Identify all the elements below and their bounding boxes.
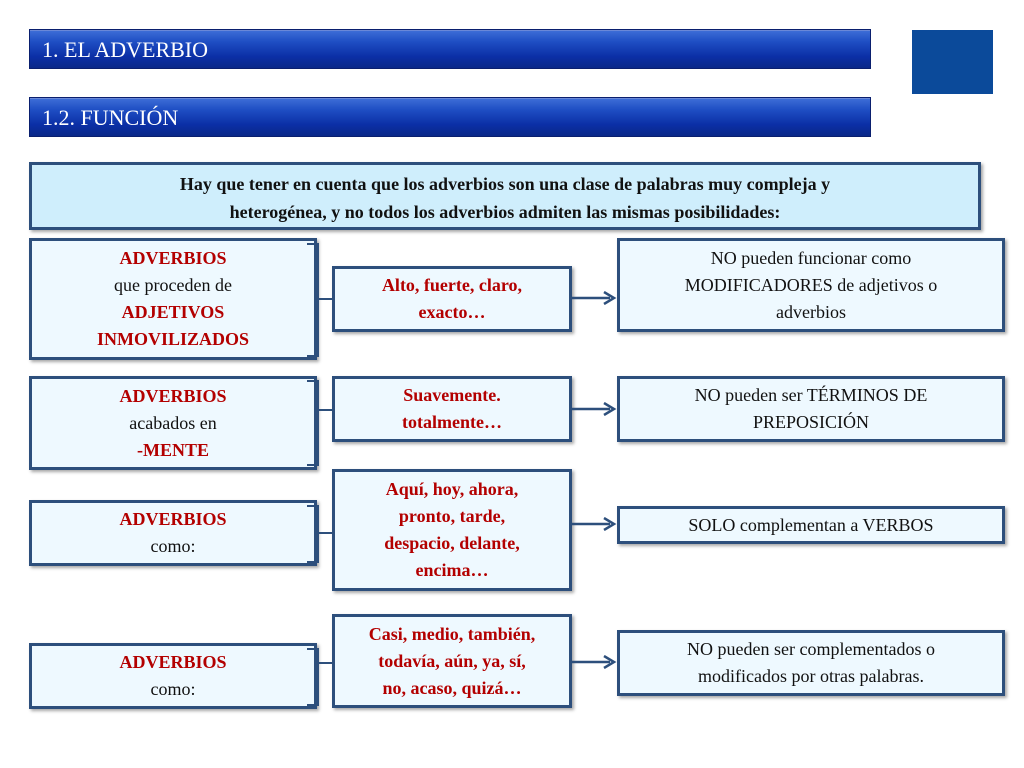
result-2-line-2: PREPOSICIÓN bbox=[752, 412, 870, 432]
adverb-type-box-1 bbox=[29, 238, 317, 360]
connector-1 bbox=[319, 298, 332, 300]
examples-4-line-1: Casi, medio, también, bbox=[368, 623, 536, 644]
result-box-1 bbox=[617, 238, 1005, 332]
examples-box-4 bbox=[332, 614, 572, 708]
examples-box-2 bbox=[332, 376, 572, 442]
result-1-line-3: adverbios bbox=[776, 301, 846, 322]
adverb-type-2-line-3: -MENTE bbox=[137, 439, 209, 460]
result-3-line-1: SOLO complementan a VERBOS bbox=[688, 514, 934, 535]
adverb-type-box-2 bbox=[29, 376, 317, 470]
corner-decoration bbox=[912, 30, 993, 94]
examples-2-line-2: totalmente… bbox=[402, 412, 502, 432]
result-box-4 bbox=[617, 630, 1005, 696]
result-box-3 bbox=[617, 506, 1005, 544]
adverb-type-4-line-2: como: bbox=[150, 679, 196, 699]
intro-line-1: Hay que tener en cuenta que los adverbios son una clase de palabras muy compleja y bbox=[179, 174, 831, 194]
examples-3-line-3: despacio, delante, bbox=[384, 533, 520, 553]
examples-box-1 bbox=[332, 266, 572, 332]
result-2-line-1: NO pueden ser TÉRMINOS DE bbox=[694, 385, 928, 405]
subsection-title: 1.2. FUNCIÓN bbox=[42, 105, 179, 130]
examples-1-line-2: exacto… bbox=[418, 302, 486, 322]
section-title: 1. EL ADVERBIO bbox=[42, 37, 209, 62]
bracket-2 bbox=[307, 380, 319, 466]
examples-4-line-2: todavía, aún, ya, sí, bbox=[378, 650, 526, 671]
adverb-type-1-line-2: que proceden de bbox=[114, 275, 232, 295]
result-1-line-1: NO pueden funcionar como bbox=[710, 247, 912, 268]
bracket-3 bbox=[307, 505, 319, 563]
adverb-type-4-heading: ADVERBIOS bbox=[119, 652, 227, 672]
examples-4-line-3: no, acaso, quizá… bbox=[382, 677, 522, 698]
adverb-type-1-heading: ADVERBIOS bbox=[119, 248, 227, 268]
adverb-type-2-heading: ADVERBIOS bbox=[119, 385, 227, 406]
bracket-4 bbox=[307, 648, 319, 706]
arrow-3 bbox=[572, 517, 617, 531]
adverb-type-3-heading: ADVERBIOS bbox=[119, 509, 227, 529]
arrow-2 bbox=[572, 402, 617, 416]
result-4-line-1: NO pueden ser complementados o bbox=[687, 639, 935, 659]
adverb-type-2-line-2: acabados en bbox=[129, 412, 217, 433]
adverb-type-3-line-2: como: bbox=[150, 536, 196, 556]
connector-3 bbox=[319, 532, 332, 534]
adverb-type-box-4 bbox=[29, 643, 317, 709]
result-box-2 bbox=[617, 376, 1005, 442]
adverb-type-1-line-3: ADJETIVOS bbox=[121, 302, 225, 322]
adverb-type-box-3 bbox=[29, 500, 317, 566]
bracket-1 bbox=[307, 243, 319, 357]
examples-3-line-1: Aquí, hoy, ahora, bbox=[385, 479, 519, 499]
connector-4 bbox=[319, 662, 332, 664]
examples-box-3 bbox=[332, 469, 572, 591]
examples-3-line-2: pronto, tarde, bbox=[398, 506, 506, 526]
connector-2 bbox=[319, 409, 332, 411]
subsection-title-bar bbox=[29, 97, 871, 137]
examples-3-line-4: encima… bbox=[415, 560, 489, 580]
examples-1-line-1: Alto, fuerte, claro, bbox=[381, 275, 523, 295]
result-1-line-2: MODIFICADORES de adjetivos o bbox=[684, 274, 938, 295]
intro-line-2: heterogénea, y no todos los adverbios admiten las mismas posibilidades: bbox=[229, 202, 781, 222]
arrow-1 bbox=[572, 291, 617, 305]
result-4-line-2: modificados por otras palabras. bbox=[698, 666, 924, 686]
section-title-bar bbox=[29, 29, 871, 69]
intro-box bbox=[29, 162, 981, 230]
arrow-4 bbox=[572, 655, 617, 669]
examples-2-line-1: Suavemente. bbox=[403, 385, 501, 405]
adverb-type-1-line-4: INMOVILIZADOS bbox=[96, 329, 250, 349]
